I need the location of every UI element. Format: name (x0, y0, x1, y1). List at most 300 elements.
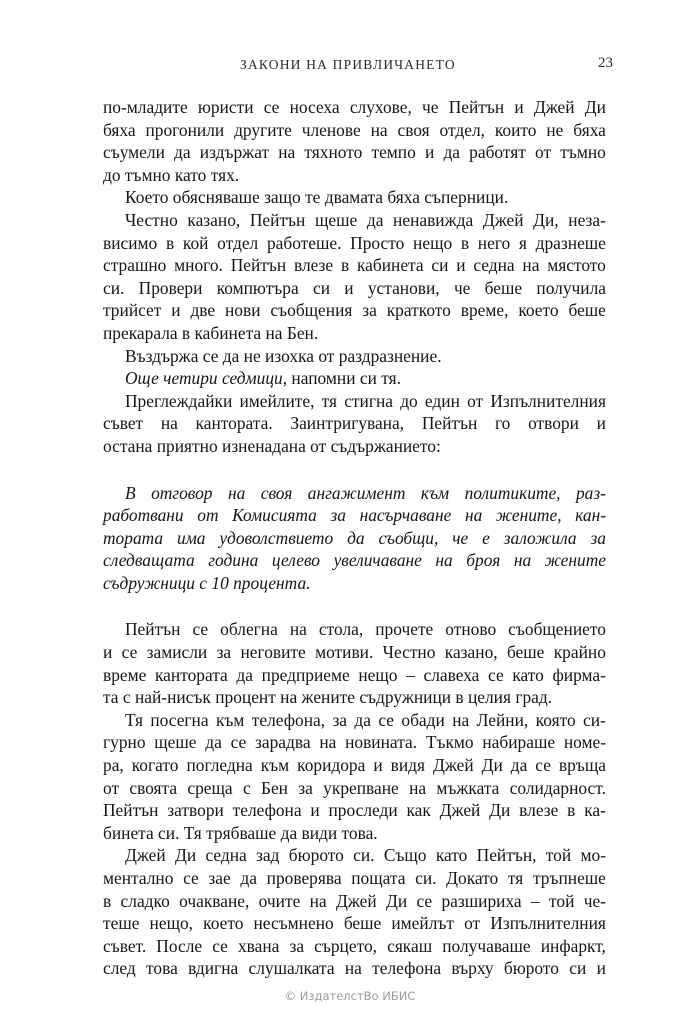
quote-word: към (420, 482, 450, 503)
word: две (190, 300, 216, 321)
word: с (242, 777, 251, 798)
word: Бен (260, 777, 288, 798)
word: Джей (482, 209, 524, 230)
word: седна (205, 845, 247, 866)
quote-word: работвани (103, 505, 184, 526)
quote-word: политиките, (464, 482, 561, 503)
word: за (298, 777, 313, 798)
word: страшно (103, 255, 167, 276)
text-line (103, 96, 606, 119)
line-text: прекарала в кабинета на Бен. (103, 322, 319, 343)
word: славеха (423, 664, 480, 685)
word: нещо, (149, 913, 194, 934)
word: зае (208, 868, 231, 888)
word: Пейтън (125, 619, 181, 640)
word: влезе (519, 800, 559, 821)
word: издържат (199, 142, 270, 163)
spacer (103, 458, 606, 482)
word: беше (506, 642, 545, 663)
word: – (530, 890, 540, 911)
word: които (494, 119, 537, 140)
word: на (452, 709, 470, 730)
word: това (146, 958, 178, 979)
word: се (535, 755, 551, 776)
word: и (424, 142, 435, 163)
word: седна (473, 255, 515, 276)
word: Преглеждайки (125, 390, 233, 411)
word: в (103, 890, 112, 911)
word: и (596, 958, 606, 979)
word: Провери (138, 277, 203, 298)
text-line (103, 412, 606, 435)
quote-word: е (482, 527, 490, 548)
word: си (569, 958, 587, 979)
word: висимо (103, 232, 158, 253)
quote-word: Комисията (232, 505, 317, 526)
line-text: остана приятно изненадана от съдържанието: (103, 435, 441, 456)
word: крайно (553, 642, 606, 663)
word: как (406, 800, 431, 821)
word: мястото (547, 255, 606, 276)
word: коридора (297, 755, 366, 776)
word: за (289, 935, 305, 956)
text-line (103, 164, 606, 187)
word: на (278, 142, 296, 163)
word: за (332, 709, 348, 730)
word: Тъкмо (425, 732, 474, 753)
word: от (103, 777, 120, 798)
word: тъмно (560, 142, 606, 163)
text-line (103, 277, 606, 300)
word: си- (583, 709, 606, 730)
quote-word: на (227, 482, 246, 503)
text-line (103, 390, 606, 413)
word: своята (129, 777, 178, 798)
word: от (467, 390, 484, 411)
word: Заинтригувана, (290, 413, 405, 434)
word: Изпълнителния (490, 913, 606, 934)
quote-word: целево (271, 550, 321, 571)
word: проверява (266, 868, 342, 888)
word: зад (256, 845, 280, 866)
word: Джей (335, 890, 377, 911)
spacer (103, 594, 606, 618)
word: Просто (350, 232, 405, 253)
word: което (518, 300, 559, 321)
word: се (121, 642, 138, 663)
word: се (416, 890, 433, 911)
word: Джей (125, 845, 166, 866)
quote-word: жените, (495, 505, 562, 526)
word: си. (353, 845, 375, 866)
quote-word: своя (260, 482, 293, 503)
word: Ди (174, 845, 197, 866)
word: сърцето, (314, 935, 377, 956)
italic-phrase: Още четири седмици (125, 368, 283, 389)
word: на (344, 958, 362, 979)
word: се (183, 868, 199, 888)
word: да (174, 142, 191, 163)
word: прочете (375, 619, 434, 640)
word: да (205, 732, 222, 753)
quote-word: жените (544, 550, 606, 571)
word: пощата (351, 868, 406, 888)
word: стола, (318, 619, 364, 640)
quote-word: отговор (151, 482, 213, 503)
word: влезе (293, 255, 334, 276)
word: Ди (489, 800, 511, 821)
word: Джей (439, 800, 481, 821)
body-text (103, 96, 606, 980)
text-line (103, 912, 606, 935)
word: солидарност. (509, 777, 606, 798)
word: Също (383, 845, 427, 866)
quote-word: да (347, 527, 365, 548)
running-title: ЗАКОНИ НА ПРИВЛИЧАНЕТО (240, 57, 456, 72)
text-line (103, 731, 606, 754)
text-line (103, 777, 606, 800)
quote-word: кан- (575, 505, 606, 526)
text-line (103, 322, 606, 345)
word: кабинета (356, 255, 424, 276)
text-line (103, 435, 606, 458)
word: теше (103, 913, 140, 934)
line-text: та с най-нисък процент на жените съдружници в целия град. (103, 687, 553, 708)
word: Ди (481, 755, 503, 776)
word: очите (258, 890, 301, 911)
word: се (378, 709, 395, 730)
word: на (160, 413, 178, 434)
quote-word: тората (103, 527, 164, 548)
word: затвори (167, 800, 224, 821)
word: Ди, (533, 209, 559, 230)
word: в (165, 232, 175, 253)
word: гурно (103, 732, 146, 753)
word: своя (397, 119, 430, 140)
word: да (510, 755, 528, 776)
word: да (236, 664, 253, 685)
word: Лейни, (476, 709, 529, 730)
word: кантората (155, 664, 228, 685)
word: и (373, 755, 383, 776)
quote-word: заложила (503, 527, 577, 548)
word: Честно (382, 642, 436, 663)
quote-word: В (125, 482, 136, 503)
word: мо- (580, 845, 606, 866)
text-line (103, 209, 606, 232)
word: обади (401, 709, 445, 730)
word: Пейтън (249, 209, 306, 230)
word: се (230, 732, 247, 753)
quote-word: броя (466, 550, 501, 571)
word: слушалката (248, 958, 335, 979)
text-line (103, 799, 606, 822)
word: тръпнеше (532, 868, 606, 888)
word: и (344, 277, 354, 298)
word: бюрото (288, 845, 344, 866)
quote-word: удоволствието (219, 527, 334, 548)
word: когато (131, 755, 179, 776)
word: на (289, 619, 307, 640)
word: краткото (386, 300, 451, 321)
word: и (514, 97, 524, 117)
word: и (596, 413, 606, 434)
word: тя (507, 868, 524, 888)
word: Пейтън (230, 255, 287, 276)
quote-word: ангажимент (307, 482, 406, 503)
word: да (366, 209, 384, 230)
quote-line (103, 527, 606, 550)
word: на (370, 119, 388, 140)
word: съобщения (270, 300, 353, 321)
word: набираше (482, 732, 556, 753)
word: в (340, 255, 350, 276)
word: си. (103, 277, 125, 298)
word: беше (343, 913, 382, 934)
word: Пейтън (448, 97, 505, 117)
text-line (103, 186, 606, 209)
quote-word: за (590, 527, 606, 548)
word: щеше (314, 209, 358, 230)
word: него (477, 232, 511, 253)
word: проследи (328, 800, 398, 821)
word: получаваше (442, 935, 531, 956)
word: номе- (563, 732, 606, 753)
word: на (309, 890, 327, 911)
word: един (424, 390, 460, 411)
word: видя (390, 755, 425, 776)
text-line (103, 345, 606, 368)
word: Ди (386, 890, 408, 911)
word: Ди (584, 97, 606, 117)
word: Тя (125, 709, 143, 730)
word: имейлите, (239, 390, 315, 411)
text-line (103, 822, 606, 845)
text-line (103, 299, 606, 322)
word: другите (234, 119, 292, 140)
word: което (203, 913, 244, 934)
word: той (549, 890, 575, 911)
word: че (422, 97, 439, 117)
word: Джей (432, 755, 474, 776)
word: се (212, 935, 228, 956)
word: После (156, 935, 203, 956)
word: новината. (345, 732, 418, 753)
word: ненавижда (393, 209, 474, 230)
word: да (354, 709, 371, 730)
word: отдел (217, 232, 259, 253)
word: по-младите (103, 97, 188, 117)
word: зарадва (255, 732, 311, 753)
quote-word: на (435, 550, 453, 571)
text-line (103, 957, 606, 980)
word: сладко (120, 890, 170, 911)
word: членове (301, 119, 361, 140)
quote-word: има (177, 527, 206, 548)
word: щеше (154, 732, 197, 753)
word: отново (445, 619, 497, 640)
word: време (103, 664, 147, 685)
word: бяха (103, 119, 136, 140)
word: мъжката (436, 777, 500, 798)
quote-line (103, 549, 606, 572)
quote-word: съобщи, (378, 527, 439, 548)
word: хвана (237, 935, 280, 956)
word: се (192, 619, 209, 640)
word: замисли (146, 642, 208, 663)
word: бюрото (503, 958, 559, 979)
word: към (260, 755, 290, 776)
word: до (400, 390, 418, 411)
word: предприеме (261, 664, 350, 685)
word: телефона (232, 800, 302, 821)
text-line (103, 367, 606, 390)
text-line (103, 867, 606, 890)
word: се (263, 97, 280, 117)
word: като (435, 845, 468, 866)
text-line (103, 844, 606, 867)
word: в (567, 800, 576, 821)
text-line (103, 686, 606, 709)
word: прогонили (145, 119, 225, 140)
word: телефона (372, 958, 442, 979)
word: кой (182, 232, 209, 253)
word: не (546, 119, 564, 140)
word: носеха (289, 97, 340, 117)
word: на (409, 777, 427, 798)
word: отдел, (439, 119, 485, 140)
word: неговите (240, 642, 306, 663)
quote-word: следващата (103, 550, 195, 571)
word: сякаш (387, 935, 433, 956)
word: си. (415, 868, 437, 888)
quote-line (103, 504, 606, 527)
text-line (103, 890, 606, 913)
word: за (362, 300, 377, 321)
text-line (103, 254, 606, 277)
word: върху (451, 958, 494, 979)
word: тя (321, 390, 338, 411)
word: се (488, 664, 504, 685)
word: нови (225, 300, 261, 321)
word: и (103, 642, 113, 663)
word: получила (536, 277, 606, 298)
word: Пейтън (421, 413, 478, 434)
word: Пейтън, (476, 845, 537, 866)
word: много. (174, 255, 223, 276)
word: на (319, 732, 337, 753)
word: към (215, 709, 245, 730)
word: имейлът (391, 913, 454, 934)
text-line (103, 754, 606, 777)
page-number: 23 (598, 55, 613, 71)
line-text: , напомни си тя. (282, 368, 401, 389)
word: съвет. (103, 935, 147, 956)
line-text: Въздържа се да не изохка от раздразнение. (125, 345, 442, 366)
word: Докато (446, 868, 499, 888)
word: трийсет (103, 300, 162, 321)
publisher-copyright: © ИздателстВо ИБИС (284, 989, 416, 1003)
word: работеше. (266, 232, 342, 253)
quote-line (103, 482, 606, 505)
word: вдигна (188, 958, 239, 979)
quote-word: увеличаване (333, 550, 422, 571)
word: време, (460, 300, 509, 321)
quote-word: насърчаване (359, 505, 452, 526)
quote-word: от (197, 505, 219, 526)
word: съобщението (508, 619, 606, 640)
word: инфаркт, (540, 935, 606, 956)
word: нещо (413, 232, 453, 253)
word: кантората. (195, 413, 273, 434)
word: ка- (584, 800, 606, 821)
word: Пейтън (103, 800, 159, 821)
word: юристи (197, 97, 254, 117)
word: темпо (371, 142, 416, 163)
quote-word: на (513, 550, 532, 571)
word: установи, (367, 277, 440, 298)
word: бяха (573, 119, 606, 140)
word: съвет (103, 413, 144, 434)
word: той (545, 845, 572, 866)
line-text: бинета си. Тя трябваше да види това. (103, 822, 378, 843)
word: – (406, 664, 415, 685)
word: казано, (444, 642, 498, 663)
word: разшириха (441, 890, 522, 911)
word: да (240, 868, 257, 888)
word: я (518, 232, 527, 253)
word: среща (187, 777, 233, 798)
text-line (103, 709, 606, 732)
text-line (103, 618, 606, 641)
quote-word: че (452, 527, 469, 548)
quote-text: съдружници с 10 процента. (103, 572, 311, 593)
text-line (103, 935, 606, 958)
word: го (494, 413, 511, 434)
word: посегна (150, 709, 209, 730)
text-line (103, 664, 606, 687)
word: Джей (533, 97, 575, 117)
word: работят (469, 142, 526, 163)
word: връща (558, 755, 606, 776)
word: че (453, 277, 471, 298)
word: облегна (220, 619, 278, 640)
word: телефона, (251, 709, 326, 730)
quote-line (103, 572, 606, 595)
word: мотиви. (315, 642, 374, 663)
text-line (103, 232, 606, 255)
word: в (460, 232, 470, 253)
word: си (431, 255, 449, 276)
word: и (171, 300, 181, 321)
word: нещо (358, 664, 398, 685)
word: фирма- (552, 664, 606, 685)
word: от (464, 913, 481, 934)
word: да (443, 142, 461, 163)
word: че- (583, 890, 606, 911)
word: на (522, 255, 540, 276)
word: компютъра (216, 277, 299, 298)
text-line (103, 119, 606, 142)
line-text: до тъмно като тях. (103, 164, 240, 185)
word: очакване, (179, 890, 250, 911)
word: дразнеше (535, 232, 606, 253)
quote-word: на (464, 505, 483, 526)
word: си (312, 277, 330, 298)
word: ра, (103, 755, 124, 776)
text-line (103, 141, 606, 164)
word: укрепване (323, 777, 399, 798)
